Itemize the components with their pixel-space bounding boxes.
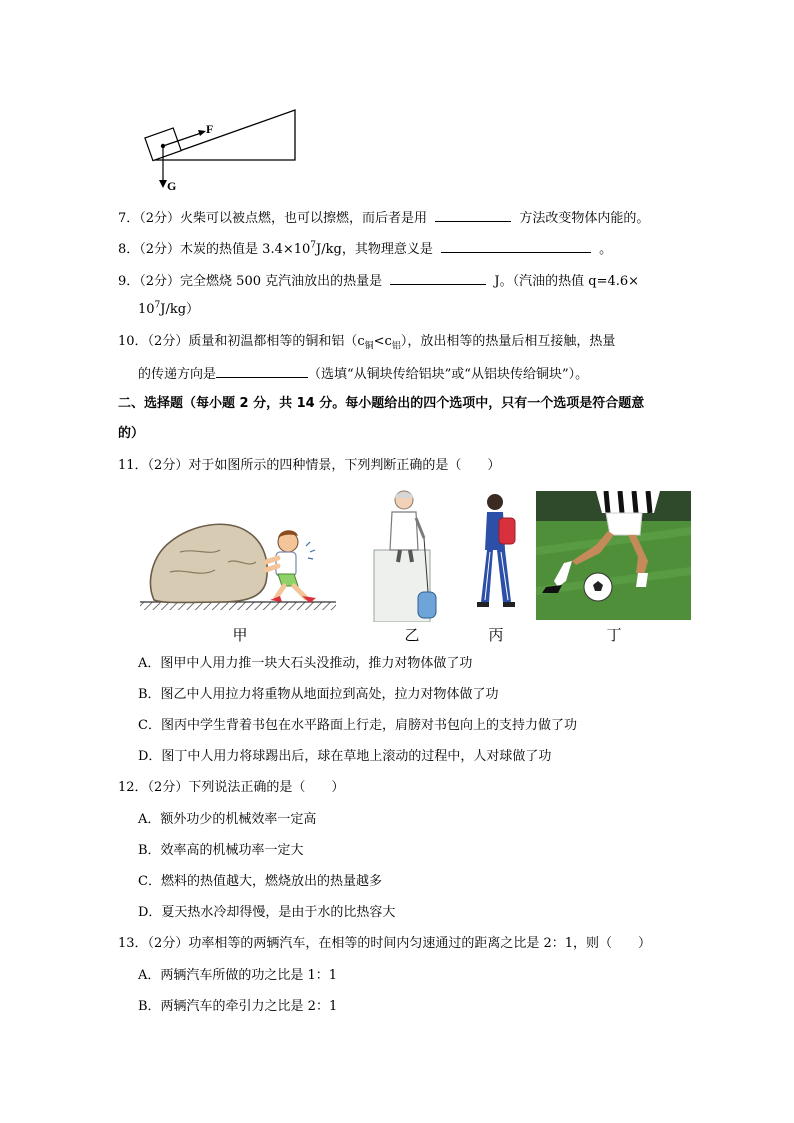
q12-option-c[interactable]: C．燃料的热值越大，燃烧放出的热量越多: [138, 874, 382, 889]
question-10: 10．（2分）质量和初温都相等的铜和铝$(c_铜<c_铝)$，放出相等的热量后相互接触，热量: [118, 334, 616, 352]
question-13: 13．（2分）功率相等的两辆汽车，在相等的时间内匀速通过的距离之比是 2：1，则（ ）: [118, 936, 651, 951]
q11-option-a[interactable]: A．图甲中人用力推一块大石头没推动，推力对物体做了功: [138, 656, 473, 671]
question-12: 12．（2分）下列说法正确的是（ ）: [118, 780, 345, 795]
section-heading: 二、选择题（每小题 2 分，共 14 分。每小题给出的四个选项中，只有一个选项是符合题意: [118, 396, 645, 411]
answer-blank-9[interactable]: [390, 270, 486, 285]
question-10-cont: 的传递方向是 （选填“从铜块传给铝块”或“从铝块传给铜块”）。: [138, 363, 588, 385]
caption-yi: 乙: [404, 626, 420, 644]
scene-ding-kicking-ball: [536, 491, 691, 620]
answer-blank-8[interactable]: [441, 238, 591, 253]
question-9-cont: $10^7J/kg$）: [138, 300, 200, 317]
q12-option-d[interactable]: D．夏天热水冷却得慢，是由于水的比热容大: [138, 905, 396, 920]
section-heading-cont: 的）: [118, 426, 145, 441]
q11-option-d[interactable]: D．图丁中人用力将球踢出后，球在草地上滚动的过程中，人对球做了功: [138, 749, 552, 764]
force-f-label: F: [206, 122, 214, 136]
caption-ding: 丁: [606, 626, 622, 644]
answer-blank-10[interactable]: [216, 363, 308, 378]
scene-bing-backpack: [471, 490, 521, 620]
scene-jia-pushing-rock: [140, 512, 336, 618]
question-7: 7．（2分）火柴可以被点燃，也可以擦燃，而后者是用 方法改变物体内能的。: [118, 207, 649, 229]
q13-option-b[interactable]: B．两辆汽车的牵引力之比是 2：1: [138, 999, 338, 1014]
scene-yi-lifting-weight: [370, 488, 452, 622]
q13-option-a[interactable]: A．两辆汽车所做的功之比是 1：1: [138, 968, 338, 983]
incline-force-diagram: [138, 104, 308, 196]
caption-bing: 丙: [488, 626, 504, 644]
caption-jia: 甲: [232, 626, 248, 644]
q11-option-b[interactable]: B．图乙中人用拉力将重物从地面拉到高处，拉力对物体做了功: [138, 687, 499, 702]
answer-blank-7[interactable]: [435, 207, 511, 222]
q12-option-b[interactable]: B．效率高的机械功率一定大: [138, 843, 304, 858]
question-8: 8．（2分）木炭的热值是 $3.4\times 10^7J/kg$，其物理意义是 。: [118, 238, 612, 260]
question-11: 11．（2分）对于如图所示的四种情景，下列判断正确的是（ ）: [118, 458, 501, 473]
q12-option-a[interactable]: A．额外功少的机械效率一定高: [138, 812, 317, 827]
force-g-label: G: [167, 179, 177, 193]
q11-option-c[interactable]: C．图丙中学生背着书包在水平路面上行走，肩膀对书包向上的支持力做了功: [138, 718, 577, 733]
question-9: 9．（2分）完全燃烧 500 克汽油放出的热量是 J。（汽油的热值 q=4.6×: [118, 270, 639, 292]
